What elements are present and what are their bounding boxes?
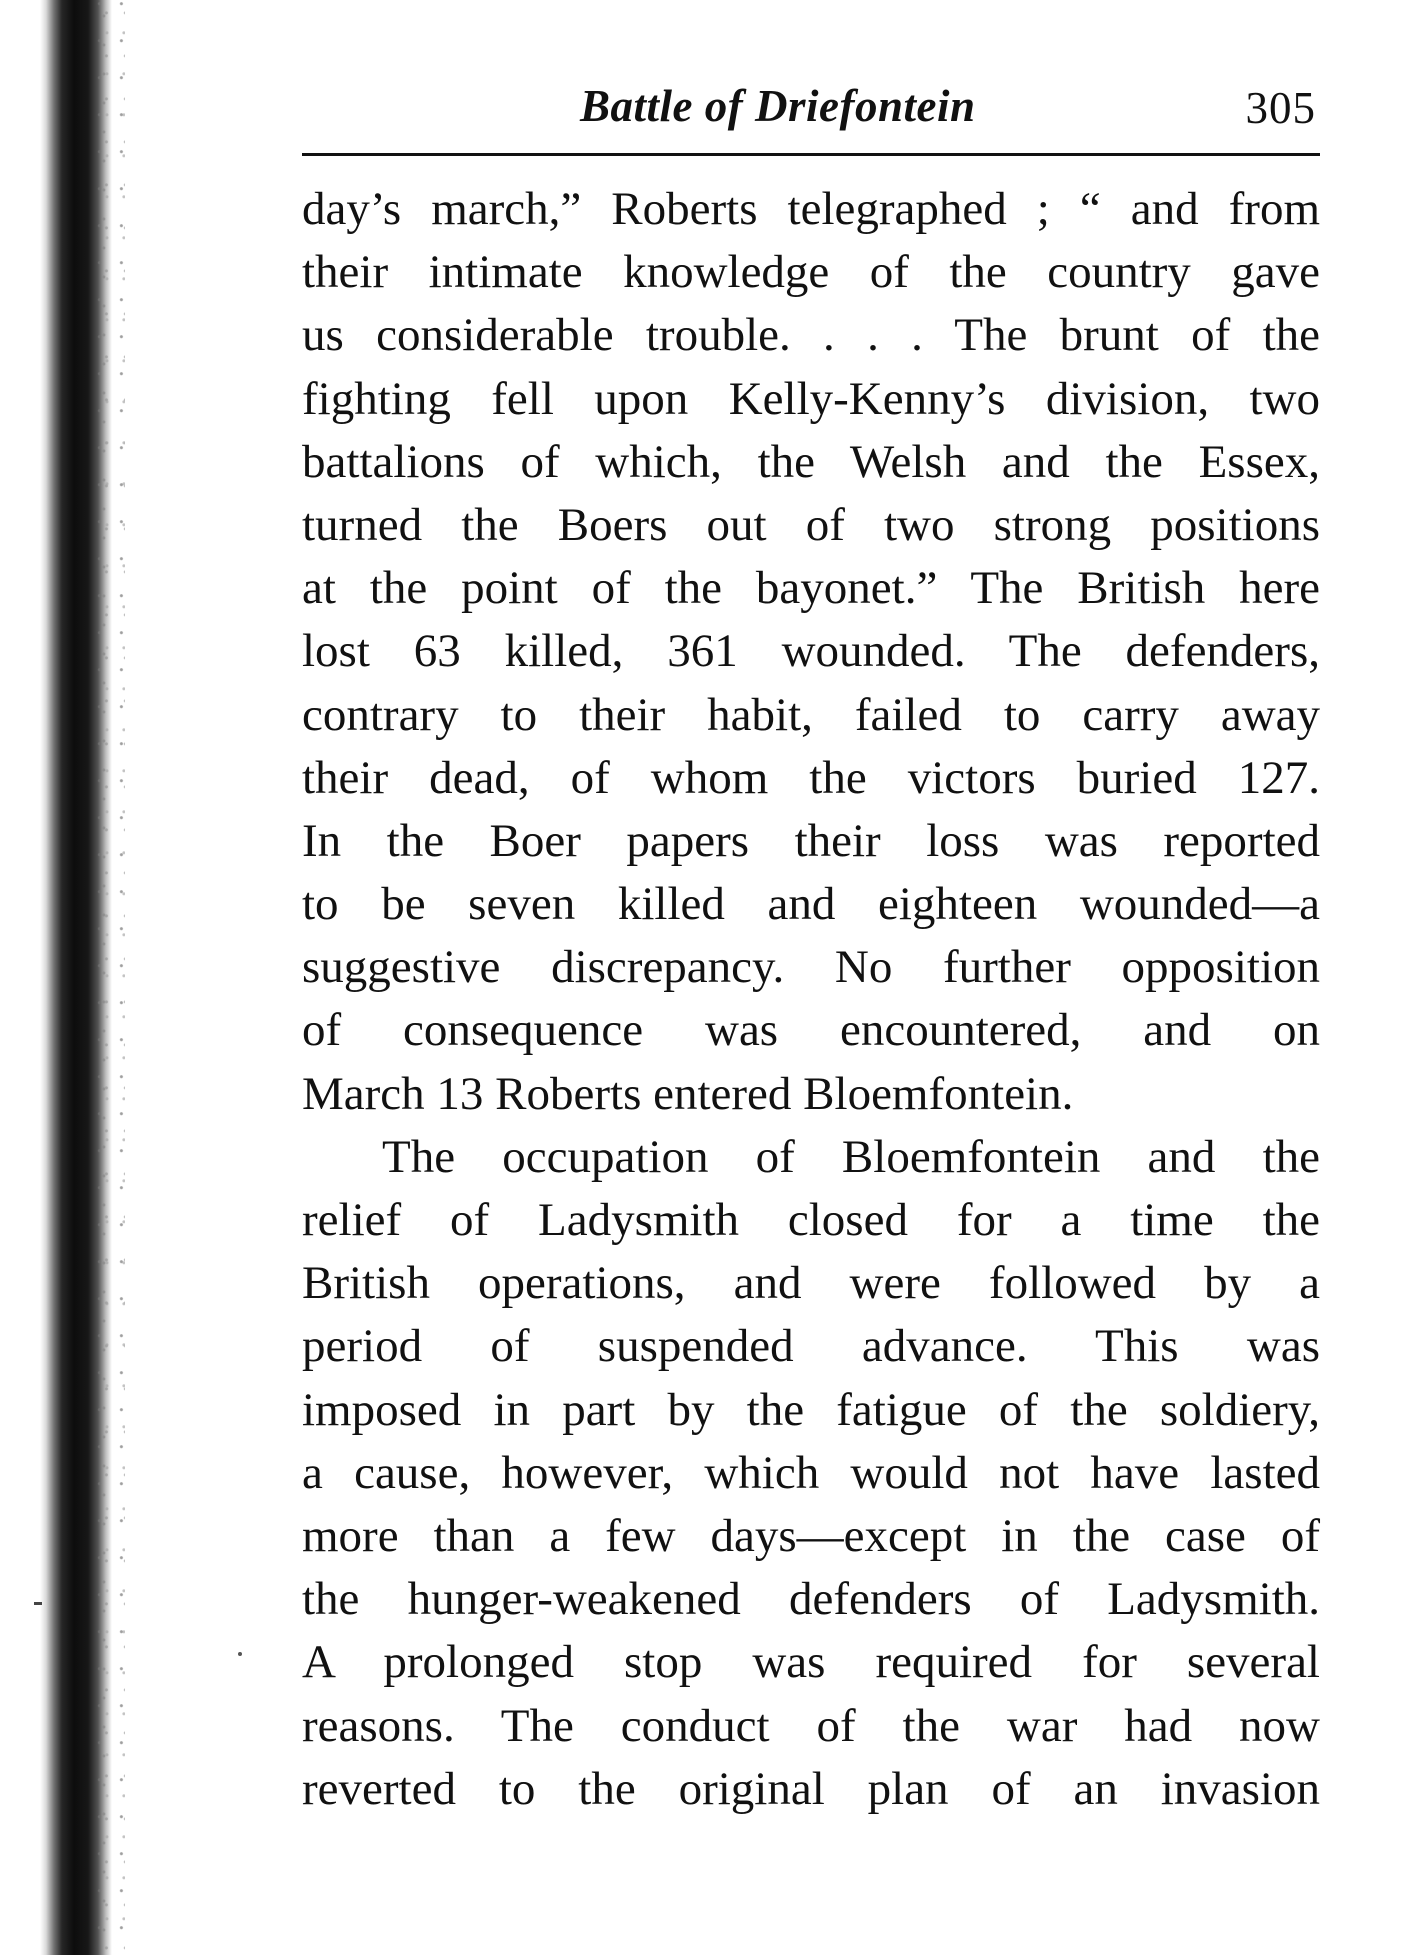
header-rule — [302, 153, 1320, 156]
text-line: imposed in part by the fatigue of the soldiery, — [302, 1383, 1320, 1436]
running-title: Battle of Driefontein — [580, 81, 976, 131]
text-line: their dead, of whom the victors buried 127. — [302, 751, 1320, 804]
binding-scan-noise — [95, 0, 125, 1955]
text-line: to be seven killed and eighteen wounded—a — [302, 878, 1320, 931]
text-line: the hunger-weakened defenders of Ladysmith. — [302, 1573, 1320, 1626]
text-line: at the point of the bayonet.” The British here — [302, 562, 1320, 615]
text-line: period of suspended advance. This was — [302, 1320, 1320, 1373]
margin-mark — [34, 1602, 42, 1605]
text-line: lost 63 killed, 361 wounded. The defenders, — [302, 625, 1320, 678]
text-line: fighting fell upon Kelly-Kenny’s division, two — [302, 372, 1320, 425]
margin-dot — [238, 1652, 242, 1656]
page-number: 305 — [1245, 83, 1316, 133]
text-line: In the Boer papers their loss was reported — [302, 814, 1320, 867]
text-line: day’s march,” Roberts telegraphed ; “ and from — [302, 183, 1320, 235]
text-line: us considerable trouble. . . . The brunt of the — [302, 309, 1320, 362]
text-line: turned the Boers out of two strong positions — [302, 498, 1320, 551]
text-line: contrary to their habit, failed to carry away — [302, 688, 1320, 741]
text-line: of consequence was encountered, and on — [302, 1004, 1320, 1057]
body-text — [302, 178, 1320, 1821]
text-line: A prolonged stop was required for several — [302, 1636, 1320, 1689]
text-line: their intimate knowledge of the country gave — [302, 246, 1320, 299]
text-line: relief of Ladysmith closed for a time the — [302, 1194, 1320, 1246]
text-line: British operations, and were followed by a — [302, 1257, 1320, 1310]
text-line: battalions of which, the Welsh and the Essex, — [302, 435, 1320, 488]
text-line: a cause, however, which would not have lasted — [302, 1446, 1320, 1499]
text-line: suggestive discrepancy. No further opposition — [302, 941, 1320, 994]
page-header — [302, 72, 1320, 136]
text-line: more than a few days—except in the case of — [302, 1509, 1320, 1562]
paragraph-last-line: March 13 Roberts entered Bloemfontein. — [302, 1067, 1074, 1120]
paragraph-first-line: The occupation of Bloemfontein and the — [382, 1130, 1320, 1183]
text-line: reasons. The conduct of the war had now — [302, 1699, 1320, 1752]
text-line: reverted to the original plan of an invasion — [302, 1762, 1320, 1815]
